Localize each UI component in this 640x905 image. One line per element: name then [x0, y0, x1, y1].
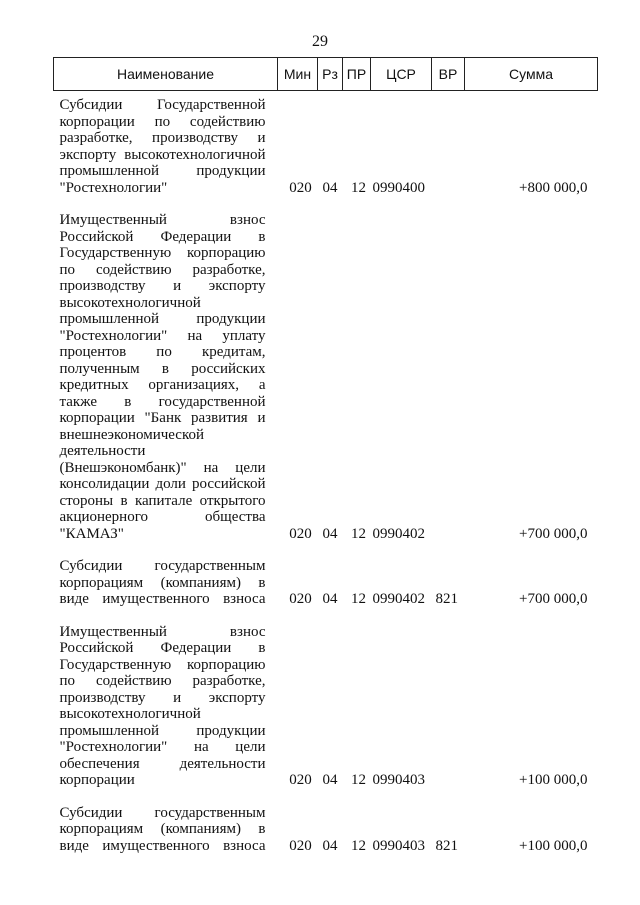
row-name: Субсидии государственным корпорациям (компаниям) в виде имущественного взноса: [59, 804, 266, 854]
row-name: Субсидии Государственной корпорации по содействию разработке, производству и экспорту высокотехнологичной промышленной продукции "Ростехнологии": [59, 97, 266, 196]
row-vr: [432, 210, 465, 556]
row-min: 020: [289, 837, 312, 854]
header-min: Мин: [278, 58, 318, 91]
header-rz: Рз: [318, 58, 343, 91]
row-csr: 0990402: [372, 591, 425, 607]
row-pr: 12: [351, 837, 366, 854]
row-pr: 12: [351, 772, 366, 788]
table-header: [54, 58, 598, 91]
row-csr: 0990403: [372, 837, 425, 854]
row-min: 020: [289, 591, 312, 607]
row-rz: 04: [322, 179, 338, 196]
row-rz: 04: [322, 591, 338, 607]
row-rz: 04: [322, 772, 338, 788]
header-vr: ВР: [432, 58, 465, 91]
row-sum: +800 000,0: [519, 179, 588, 196]
budget-table: [53, 57, 598, 868]
header-csr: ЦСР: [371, 58, 432, 91]
row-vr: [432, 622, 465, 803]
row-sum: +700 000,0: [519, 591, 588, 607]
row-pr: 12: [351, 179, 366, 196]
header-name: Наименование: [54, 58, 278, 91]
row-name: Имущественный взнос Российской Федерации в Государственную корпорацию по содействию разработке, производству и экспорту высокотехнологичной промышленной продукции "Ростехнологии" на уплату процентов по кредитам, полученным в российских кредитных организациях, а также в государственной корпорации "Банк развития и внешнеэкономической деятельности (Внешэкономбанк)" на цели консолидации доли российской стороны в капитале открытого акционерного общества "КАМАЗ": [59, 212, 266, 542]
row-name: Имущественный взнос Российской Федерации в Государственную корпорацию по содействию разработке, производству и экспорту высокотехнологичной промышленной продукции "Ростехнологии" на цели обеспечения деятельности корпорации: [59, 623, 266, 788]
row-pr: 12: [351, 591, 366, 607]
header-sum: Сумма: [465, 58, 598, 91]
row-vr: [432, 91, 465, 211]
row-csr: 0990402: [372, 525, 425, 542]
row-min: 020: [289, 179, 312, 196]
row-min: 020: [289, 772, 312, 788]
table-row: [54, 803, 598, 869]
row-csr: 0990403: [372, 772, 425, 788]
row-sum: +100 000,0: [519, 772, 588, 788]
header-pr: ПР: [343, 58, 371, 91]
row-name: Субсидии государственным корпорациям (компаниям) в виде имущественного взноса: [59, 558, 266, 607]
row-rz: 04: [322, 525, 338, 542]
row-csr: 0990400: [372, 179, 425, 196]
row-sum: +100 000,0: [519, 837, 588, 854]
row-sum: +700 000,0: [519, 525, 588, 542]
table-row: [54, 210, 598, 556]
row-vr: 821: [435, 837, 458, 854]
row-min: 020: [289, 525, 312, 542]
row-rz: 04: [322, 837, 338, 854]
table-row: [54, 622, 598, 803]
table-row: [54, 556, 598, 622]
row-vr: 821: [435, 591, 458, 607]
page-number: 29: [312, 33, 328, 50]
row-pr: 12: [351, 525, 366, 542]
table-row: [54, 91, 598, 211]
